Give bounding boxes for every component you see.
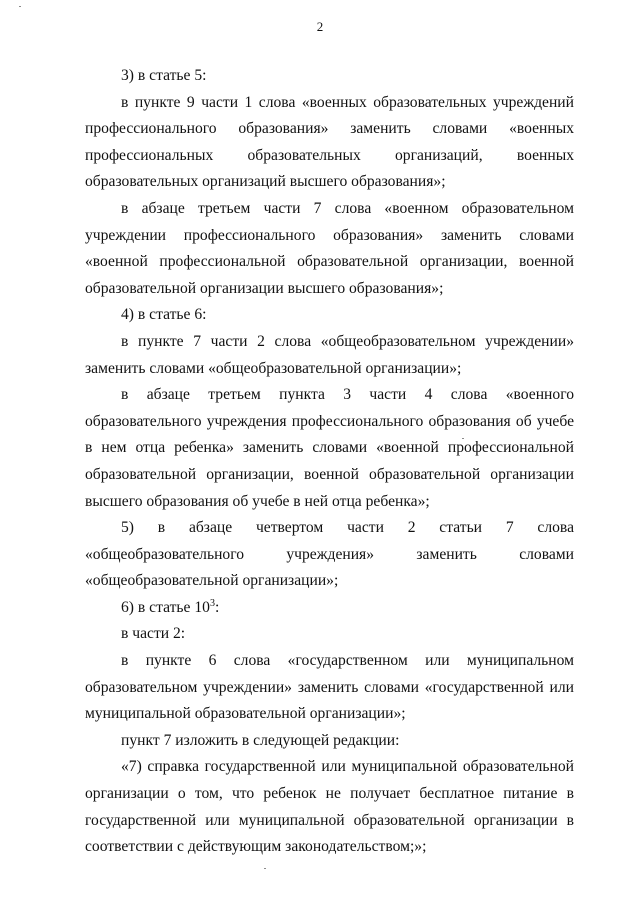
scan-speck xyxy=(19,6,21,7)
item-6-heading-text: 6) в статье 10 xyxy=(121,598,210,616)
item-6-heading xyxy=(85,595,574,622)
scan-speck xyxy=(462,438,464,439)
point-7-new-text: «7) справка государственной или муниципальной образовательной организации о том, что ребенок не получает бесплатное питание в государственной или муниципальной образовательной организации в соответствии с действующим законодательством;»; xyxy=(85,758,574,856)
point-6-paragraph: в пункте 6 слова «государственном или муниципальном образовательном учреждении» заменить словами «государственной или муниципальной образовательной организации»; xyxy=(85,652,574,723)
item-3-heading: 3) в статье 5: xyxy=(121,67,207,84)
item-4-paragraph-2: в абзаце третьем пункта 3 части 4 слова «военного образовательного учреждения профессионального образования об учебе в нем отца ребенка» заменить словами «военной профессиональной образовательной организации, военной образовательной организации высшего образования об учебе в ней отца ребенка»; xyxy=(85,386,574,510)
item-3-paragraph-1: в пункте 9 части 1 слова «военных образовательных учреждений профессионального образования» заменить словами «военных профессиональных образовательных организаций, военных образовательных организаций высшего образования»; xyxy=(85,93,574,191)
page-number: 2 xyxy=(316,19,324,34)
item-6-heading-colon: : xyxy=(214,598,220,616)
scan-speck xyxy=(264,868,266,869)
document-body xyxy=(85,63,574,861)
part-2-heading: в части 2: xyxy=(121,625,186,643)
item-5-paragraph: 5) в абзаце четвертом части 2 статьи 7 слова «общеобразовательного учреждения» заменить словами «общеобразовательной организации»; xyxy=(85,519,574,590)
point-7-intro: пункт 7 изложить в следующей редакции: xyxy=(121,731,400,749)
item-4-paragraph-1: в пункте 7 части 2 слова «общеобразовательном учреждении» заменить словами «общеобразовательной организации»; xyxy=(85,332,574,377)
item-6-heading-superscript: 3 xyxy=(209,597,215,609)
item-4-heading: 4) в статье 6: xyxy=(121,306,207,324)
item-3-paragraph-2: в абзаце третьем части 7 слова «военном образовательном учреждении профессионального образования» заменить словами «военной профессиональной образовательной организации, военной образовательной организации высшего образования»; xyxy=(85,199,574,297)
